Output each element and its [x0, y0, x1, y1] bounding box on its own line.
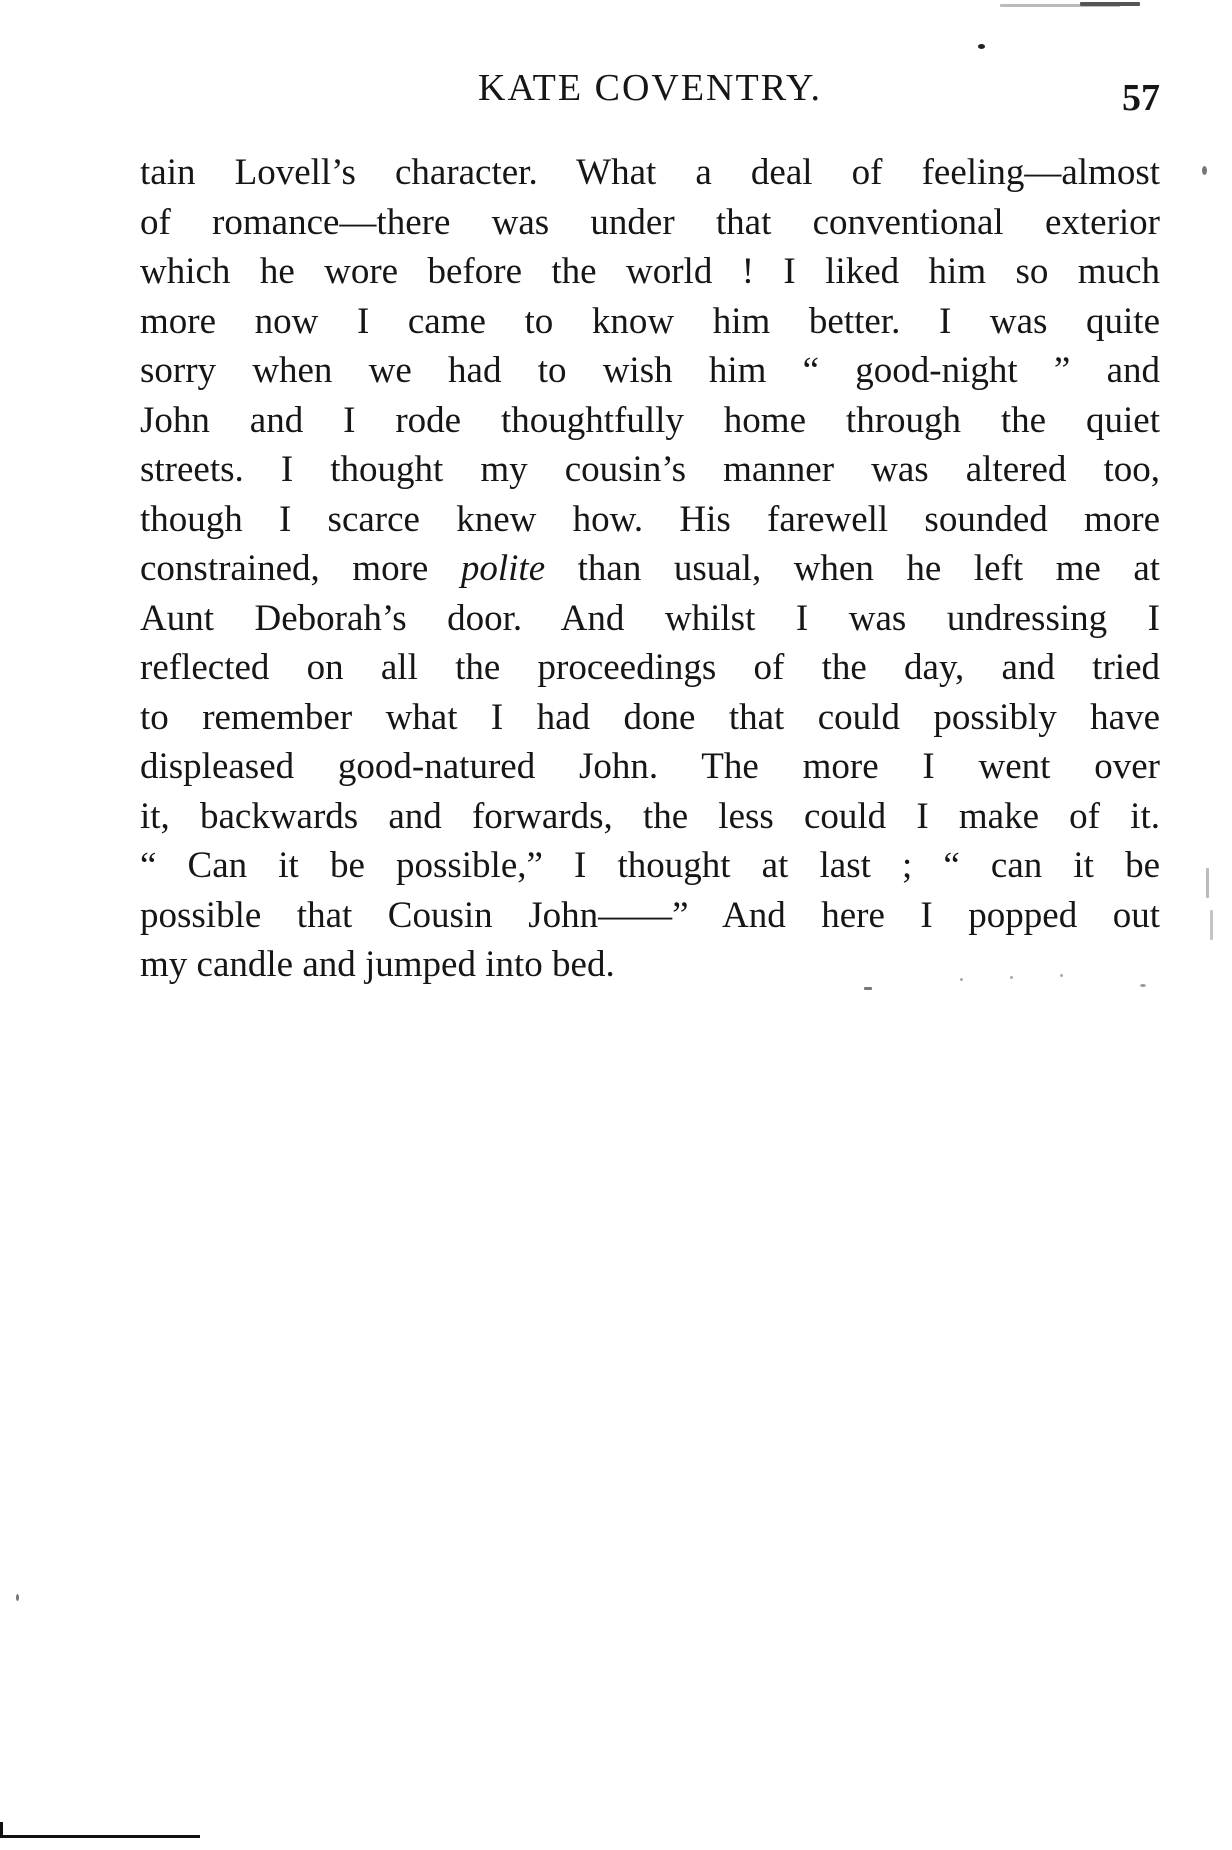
scan-speck: [978, 44, 985, 49]
scan-speck: [960, 978, 963, 981]
text-line-5: sorry when we had to wish him “ good-night ” and: [140, 350, 1160, 391]
scan-speck: [16, 1594, 19, 1601]
scan-speck: [1060, 974, 1063, 977]
scan-speck: [1202, 166, 1207, 175]
running-title: KATE COVENTRY.: [478, 67, 822, 109]
text-line-16: possible that Cousin John——” And here I popped out: [140, 894, 1160, 936]
text-line-17: my candle and jumped into bed.: [140, 944, 615, 985]
italic-word: polite: [460, 548, 546, 589]
text-line-9-end: than usual, when he left me at: [577, 548, 1161, 589]
text-line-8: though I scarce knew how. His farewell sounded more: [140, 498, 1160, 540]
running-head: [140, 66, 1160, 126]
text-line-15: “ Can it be possible,” I thought at last ; “ can it be: [140, 845, 1160, 886]
scan-speck: [1210, 910, 1213, 940]
text-line-12: to remember what I had done that could possibly have: [140, 696, 1160, 738]
text-line-10: Aunt Deborah’s door. And whilst I was undressing I: [140, 597, 1160, 639]
text-line-9: [140, 544, 1160, 594]
body-paragraph: [140, 148, 1160, 990]
text-line-14: it, backwards and forwards, the less could I make of it.: [140, 795, 1160, 837]
text-line-13: displeased good-natured John. The more I went over: [140, 746, 1160, 787]
text-line-2: of romance—there was under that conventional exterior: [140, 201, 1160, 243]
scan-speck: [1140, 984, 1146, 987]
scan-speck: [1206, 868, 1209, 898]
page-number: 57: [1122, 77, 1160, 119]
scan-speck: [864, 987, 872, 990]
text-line-7: streets. I thought my cousin’s manner was altered too,: [140, 449, 1160, 490]
bottom-rule: [0, 1835, 200, 1838]
scan-speck: [1010, 976, 1013, 979]
text-line-1: tain Lovell’s character. What a deal of feeling—almost: [140, 152, 1160, 193]
text-line-11: reflected on all the proceedings of the day, and tried: [140, 647, 1160, 688]
text-line-4: more now I came to know him better. I was quite: [140, 300, 1160, 342]
text-line-3: which he wore before the world ! I liked him so much: [140, 251, 1160, 292]
text-line-9-start: constrained, more: [140, 548, 429, 589]
text-line-6: John and I rode thoughtfully home through the quiet: [140, 399, 1160, 441]
scan-speck: [1080, 2, 1140, 6]
